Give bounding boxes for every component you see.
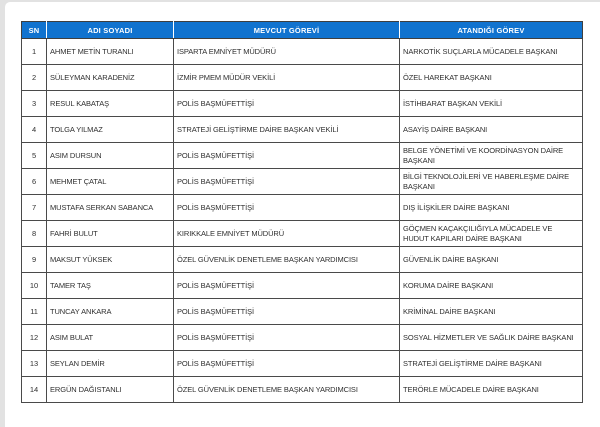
table-row	[22, 143, 583, 169]
assigned-role-cell: KRİMİNAL DAİRE BAŞKANI	[400, 299, 583, 325]
current-role-cell: POLİS BAŞMÜFETTİŞİ	[174, 299, 400, 325]
current-role-cell: POLİS BAŞMÜFETTİŞİ	[174, 143, 400, 169]
sn-cell: 9	[22, 247, 47, 273]
sn-cell: 1	[22, 39, 47, 65]
assigned-role-cell: ÖZEL HAREKAT BAŞKANI	[400, 65, 583, 91]
table-row	[22, 377, 583, 403]
name-cell: SÜLEYMAN KARADENİZ	[47, 65, 174, 91]
current-role-cell: POLİS BAŞMÜFETTİŞİ	[174, 195, 400, 221]
name-cell: ASIM BULAT	[47, 325, 174, 351]
sn-cell: 2	[22, 65, 47, 91]
table-row	[22, 273, 583, 299]
assigned-role-cell: SOSYAL HİZMETLER VE SAĞLIK DAİRE BAŞKANI	[400, 325, 583, 351]
assigned-role-cell: TERÖRLE MÜCADELE DAİRE BAŞKANI	[400, 377, 583, 403]
sn-cell: 8	[22, 221, 47, 247]
table-row	[22, 65, 583, 91]
current-role-cell: POLİS BAŞMÜFETTİŞİ	[174, 273, 400, 299]
header-row	[22, 22, 583, 39]
name-cell: TOLGA YILMAZ	[47, 117, 174, 143]
column-header-current-role: MEVCUT GÖREVİ	[174, 22, 400, 39]
sn-cell: 11	[22, 299, 47, 325]
assigned-role-cell: GÖÇMEN KAÇAKÇILIĞIYLA MÜCADELE VE HUDUT KAPILARI DAİRE BAŞKANI	[400, 221, 583, 247]
name-cell: MAKSUT YÜKSEK	[47, 247, 174, 273]
name-cell: SEYLAN DEMİR	[47, 351, 174, 377]
table-row	[22, 299, 583, 325]
table-header	[22, 22, 583, 39]
current-role-cell: ÖZEL GÜVENLİK DENETLEME BAŞKAN YARDIMCISI	[174, 247, 400, 273]
table-row	[22, 325, 583, 351]
sn-cell: 3	[22, 91, 47, 117]
name-cell: TAMER TAŞ	[47, 273, 174, 299]
name-cell: ASIM DURSUN	[47, 143, 174, 169]
name-cell: ERGÜN DAĞISTANLI	[47, 377, 174, 403]
assigned-role-cell: BELGE YÖNETİMİ VE KOORDİNASYON DAİRE BAŞKANI	[400, 143, 583, 169]
table-row	[22, 351, 583, 377]
table-row	[22, 91, 583, 117]
current-role-cell: STRATEJİ GELİŞTİRME DAİRE BAŞKAN VEKİLİ	[174, 117, 400, 143]
table-body	[22, 39, 583, 403]
name-cell: MUSTAFA SERKAN SABANCA	[47, 195, 174, 221]
name-cell: TUNCAY ANKARA	[47, 299, 174, 325]
current-role-cell: KIRIKKALE EMNİYET MÜDÜRÜ	[174, 221, 400, 247]
sn-cell: 13	[22, 351, 47, 377]
column-header-assigned-role: ATANDIĞI GÖREV	[400, 22, 583, 39]
current-role-cell: POLİS BAŞMÜFETTİŞİ	[174, 351, 400, 377]
sn-cell: 7	[22, 195, 47, 221]
assigned-role-cell: DIŞ İLİŞKİLER DAİRE BAŞKANI	[400, 195, 583, 221]
table-row	[22, 247, 583, 273]
assigned-role-cell: BİLGİ TEKNOLOJİLERİ VE HABERLEŞME DAİRE BAŞKANI	[400, 169, 583, 195]
table-row	[22, 195, 583, 221]
column-header-sn: SN	[22, 22, 47, 39]
sn-cell: 12	[22, 325, 47, 351]
table-row	[22, 39, 583, 65]
table-row	[22, 221, 583, 247]
current-role-cell: POLİS BAŞMÜFETTİŞİ	[174, 325, 400, 351]
name-cell: MEHMET ÇATAL	[47, 169, 174, 195]
name-cell: RESUL KABATAŞ	[47, 91, 174, 117]
sn-cell: 6	[22, 169, 47, 195]
sn-cell: 14	[22, 377, 47, 403]
table-row	[22, 117, 583, 143]
assigned-role-cell: STRATEJİ GELİŞTİRME DAİRE BAŞKANI	[400, 351, 583, 377]
assigned-role-cell: İSTİHBARAT BAŞKAN VEKİLİ	[400, 91, 583, 117]
assignments-table	[21, 21, 583, 403]
column-header-name: ADI SOYADI	[47, 22, 174, 39]
document-page	[5, 2, 600, 427]
assigned-role-cell: KORUMA DAİRE BAŞKANI	[400, 273, 583, 299]
sn-cell: 10	[22, 273, 47, 299]
sn-cell: 5	[22, 143, 47, 169]
assigned-role-cell: NARKOTİK SUÇLARLA MÜCADELE BAŞKANI	[400, 39, 583, 65]
assigned-role-cell: GÜVENLİK DAİRE BAŞKANI	[400, 247, 583, 273]
current-role-cell: POLİS BAŞMÜFETTİŞİ	[174, 91, 400, 117]
assigned-role-cell: ASAYİŞ DAİRE BAŞKANI	[400, 117, 583, 143]
table-row	[22, 169, 583, 195]
sn-cell: 4	[22, 117, 47, 143]
name-cell: AHMET METİN TURANLI	[47, 39, 174, 65]
name-cell: FAHRİ BULUT	[47, 221, 174, 247]
current-role-cell: İZMİR PMEM MÜDÜR VEKİLİ	[174, 65, 400, 91]
current-role-cell: ÖZEL GÜVENLİK DENETLEME BAŞKAN YARDIMCISI	[174, 377, 400, 403]
current-role-cell: ISPARTA EMNİYET MÜDÜRÜ	[174, 39, 400, 65]
current-role-cell: POLİS BAŞMÜFETTİŞİ	[174, 169, 400, 195]
